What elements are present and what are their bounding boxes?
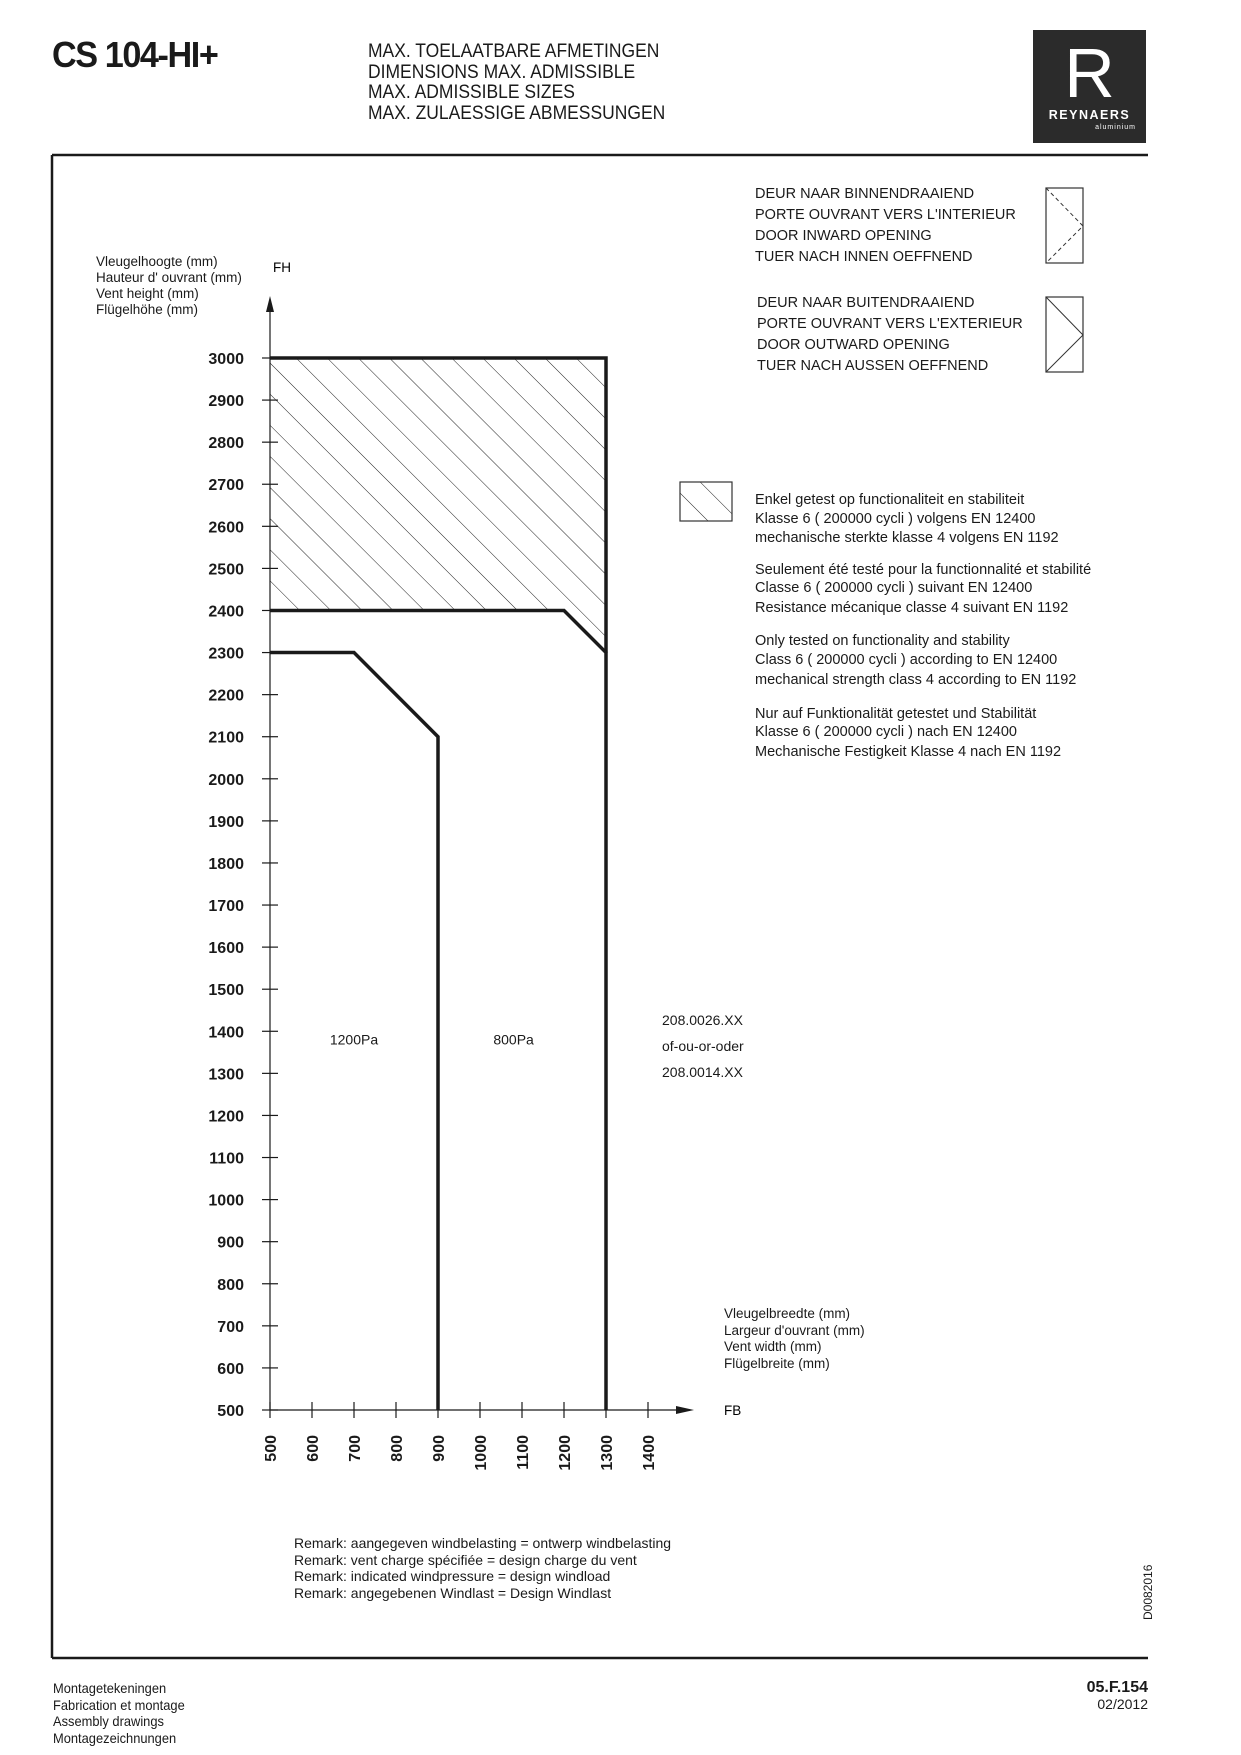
x-axis-title-line: Flügelbreite (mm) (724, 1356, 830, 1371)
x-tick-label: 800 (389, 1435, 406, 1462)
footer-left (53, 1680, 185, 1746)
x-axis-title (724, 1306, 865, 1371)
y-tick-label: 900 (217, 1234, 244, 1252)
logo-sub: aluminium (1095, 124, 1136, 131)
hatch-note: Classe 6 ( 200000 cycli ) suivant EN 12400 (755, 580, 1033, 596)
remarks (294, 1535, 671, 1601)
title-line: DIMENSIONS MAX. ADMISSIBLE (368, 61, 636, 83)
x-axis-title-line: Vent width (mm) (724, 1339, 822, 1354)
hatch-note: Resistance mécanique classe 4 suivant EN 1192 (755, 600, 1069, 616)
remark-line: Remark: aangegeven windbelasting = ontwerp windbelasting (294, 1535, 672, 1551)
outward-line: DEUR NAAR BUITENDRAAIEND (757, 295, 975, 311)
x-tick-label: 1000 (473, 1435, 490, 1471)
title-line: MAX. ADMISSIBLE SIZES (368, 82, 575, 103)
remark-line: Remark: vent charge spécifiée = design charge du vent (294, 1552, 637, 1568)
hatch-note: mechanische sterkte klasse 4 volgens EN 1192 (755, 530, 1059, 546)
y-tick-label: 1600 (208, 940, 244, 958)
hatch-note: Only tested on functionality and stability (755, 633, 1010, 649)
y-tick-label: 2700 (208, 477, 244, 495)
y-tick-label: 700 (217, 1318, 244, 1336)
series-label: 1200Pa (329, 1031, 379, 1048)
y-tick-label: 2500 (208, 561, 244, 579)
y-tick-label: 2300 (208, 645, 244, 663)
x-tick-label: 900 (431, 1435, 448, 1462)
y-tick-label: 2600 (208, 519, 244, 537)
y-tick-label: 1500 (208, 982, 244, 1000)
y-tick-label: 2100 (208, 729, 244, 747)
logo-letter: R (1064, 34, 1115, 112)
annotation-line: 208.0026.XX (662, 1012, 743, 1028)
outward-opening-icon (1046, 297, 1083, 372)
y-axis-title-line: Vent height (mm) (96, 286, 199, 301)
hatch-note: Class 6 ( 200000 cycli ) according to EN 12400 (755, 652, 1058, 668)
y-tick-label: 3000 (208, 351, 244, 368)
hatched-region (270, 358, 606, 653)
x-tick-label: 500 (263, 1435, 280, 1462)
hatch-note: Enkel getest op functionaliteit en stabiliteit (755, 492, 1025, 508)
logo-name: REYNAERS (1048, 108, 1131, 122)
legend-text (755, 186, 1091, 760)
footer-line: Assembly drawings (53, 1713, 164, 1729)
y-axis-title-line: Vleugelhoogte (mm) (96, 254, 218, 269)
title-line: MAX. TOELAATBARE AFMETINGEN (368, 41, 660, 62)
chart-plot (208, 296, 694, 1471)
y-tick-label: 1300 (208, 1066, 244, 1084)
y-tick-label: 1200 (208, 1108, 244, 1126)
y-tick-label: 1700 (208, 898, 244, 916)
x-tick-label: 1100 (515, 1435, 532, 1470)
hatch-note: Nur auf Funktionalität getestet und Stabilität (755, 706, 1037, 722)
inward-line: TUER NACH INNEN OEFFNEND (755, 249, 973, 265)
y-axis-arrow (266, 296, 274, 312)
outward-line: DOOR OUTWARD OPENING (757, 337, 950, 353)
y-axis-title-line: Flügelhöhe (mm) (96, 302, 199, 317)
hatch-note: mechanical strength class 4 according to EN 1192 (755, 672, 1077, 688)
x-axis-title-line: Largeur d'ouvrant (mm) (724, 1323, 865, 1338)
footer-line: Fabrication et montage (53, 1696, 185, 1713)
drawing-code: 05.F.154 (1086, 1679, 1148, 1696)
y-tick-label: 1100 (209, 1150, 244, 1168)
annotation-line: 208.0014.XX (662, 1064, 743, 1080)
y-tick-label: 1800 (208, 855, 244, 873)
x-tick-label: 700 (347, 1435, 364, 1462)
side-code: D0082016 (1141, 1564, 1155, 1620)
outward-line: PORTE OUVRANT VERS L'EXTERIEUR (757, 316, 1023, 332)
hatch-note: Klasse 6 ( 200000 cycli ) volgens EN 12400 (755, 511, 1036, 527)
hatch-note: Seulement été testé pour la functionnalité et stabilité (755, 562, 1092, 578)
y-tick-label: 2000 (208, 771, 244, 789)
y-tick-label: 1000 (208, 1192, 244, 1210)
product-code: CS 104-HI+ (52, 34, 218, 75)
outward-line: TUER NACH AUSSEN OEFFNEND (757, 358, 989, 374)
hatch-legend-swatch (680, 482, 732, 521)
series-label: 800Pa (493, 1031, 534, 1048)
hatch-note: Mechanische Festigkeit Klasse 4 nach EN 1192 (755, 744, 1062, 760)
y-tick-label: 600 (217, 1360, 244, 1378)
hatch-note: Klasse 6 ( 200000 cycli ) nach EN 12400 (755, 724, 1017, 740)
y-tick-label: 2200 (208, 687, 244, 705)
drawing-date: 02/2012 (1097, 1696, 1148, 1712)
remark-line: Remark: angegebenen Windlast = Design Windlast (294, 1585, 612, 1601)
annotation-line: of-ou-or-oder (662, 1038, 744, 1054)
x-tick-label: 1300 (599, 1435, 616, 1471)
remark-line: Remark: indicated windpressure = design windload (294, 1568, 611, 1584)
x-axis-arrow (676, 1406, 694, 1414)
inward-line: DEUR NAAR BINNENDRAAIEND (755, 186, 975, 202)
annotation (662, 1012, 744, 1080)
y-tick-label: 2900 (208, 393, 244, 411)
footer-line: Montagetekeningen (53, 1680, 167, 1696)
y-tick-label: 2800 (208, 435, 244, 453)
y-axis-name: FH (273, 260, 291, 275)
y-tick-label: 2400 (208, 603, 244, 621)
footer-line: Montagezeichnungen (53, 1729, 177, 1746)
y-tick-label: 800 (217, 1276, 244, 1294)
x-axis-name: FB (724, 1403, 742, 1418)
y-tick-label: 1900 (208, 813, 244, 831)
x-tick-label: 600 (305, 1435, 322, 1462)
y-tick-label: 1400 (208, 1024, 244, 1042)
x-tick-label: 1400 (641, 1435, 658, 1471)
inward-line: DOOR INWARD OPENING (755, 228, 932, 244)
x-tick-label: 1200 (557, 1435, 574, 1471)
inward-opening-icon (1046, 188, 1083, 263)
y-axis-title-line: Hauteur d' ouvrant (mm) (96, 270, 242, 285)
inward-line: PORTE OUVRANT VERS L'INTERIEUR (755, 207, 1016, 223)
y-tick-label: 500 (217, 1403, 244, 1420)
x-axis-title-line: Vleugelbreedte (mm) (724, 1306, 851, 1321)
title-line: MAX. ZULAESSIGE ABMESSUNGEN (368, 102, 666, 124)
y-axis-title (96, 254, 242, 317)
